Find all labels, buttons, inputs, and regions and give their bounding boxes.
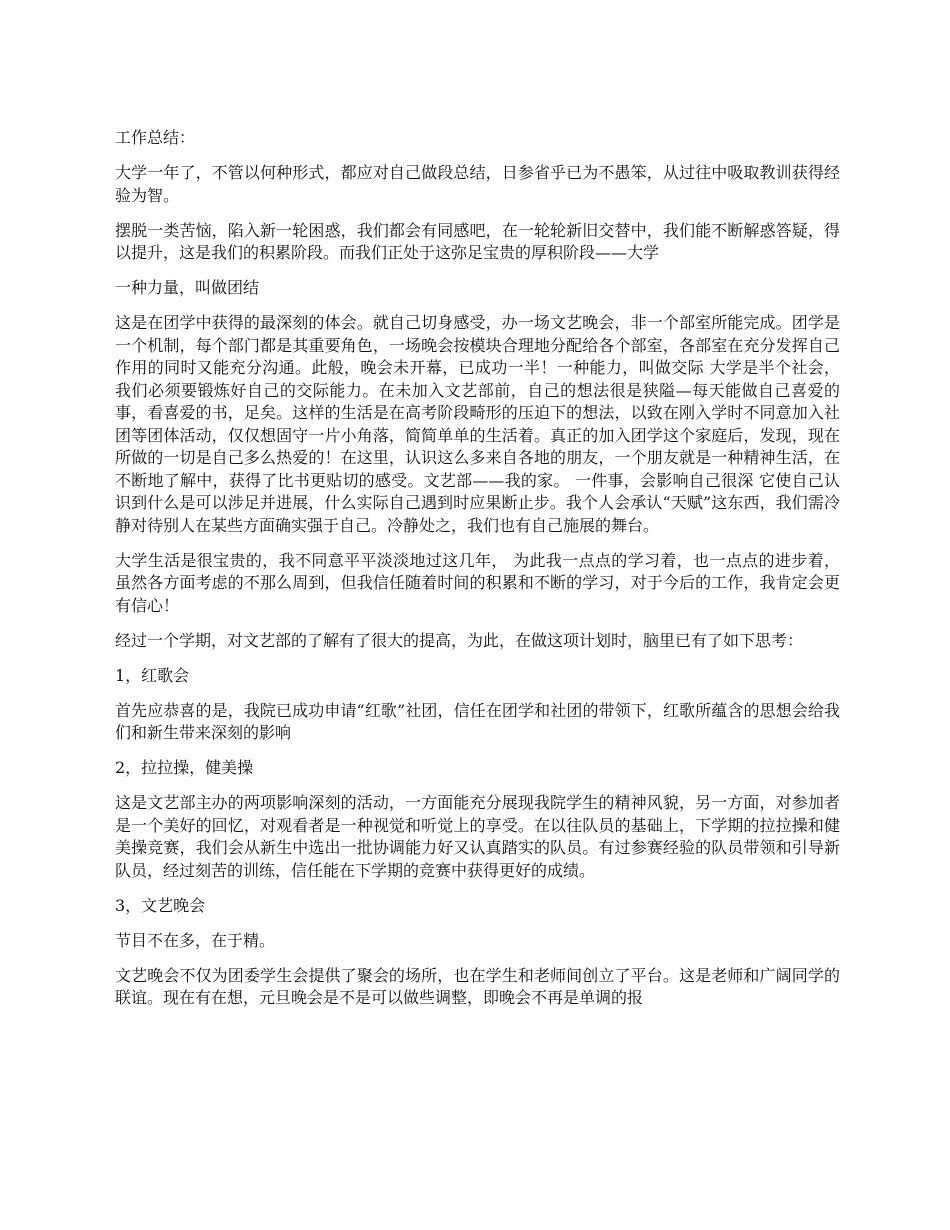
paragraph: 文艺晚会不仅为团委学生会提供了聚会的场所，也在学生和老师间创立了平台。这是老师和广阔同学的联谊。现在有在想，元旦晚会是不是可以做些调整，即晚会不再是单调的报 — [115, 965, 840, 1007]
list-heading: 3，文艺晚会 — [115, 895, 206, 915]
paragraph: 经过一个学期，对文艺部的了解有了很大的提高，为此，在做这项计划时，脑里已有了如下思考： — [115, 630, 804, 650]
subheading: 一种力量，叫做团结 — [115, 278, 260, 297]
paragraph: 首先应恭喜的是，我院已成功申请“红歌”社团，信任在团学和社团的带领下，红歌所蕴含的思想会给我们和新生带来深刻的影响 — [115, 700, 840, 742]
paragraph: 大学一年了，不管以何种形式，都应对自己做段总结，日参省乎已为不愚笨，从过往中吸取教训获得经验为智。 — [115, 163, 840, 205]
paragraph: 这是文艺部主办的两项影响深刻的活动，一方面能充分展现我院学生的精神风貌，另一方面，对参加者是一个美好的回忆，对观看者是一种视觉和听觉上的享受。在以往队员的基础上，下学期的拉拉操和健美操竞赛，我们会从新生中选出一批协调能力好又认真踏实的队员。有过参赛经验的队员带领和引导新队员，经过刻苦的训练，信任能在下学期的竞赛中获得更好的成绩。 — [115, 793, 840, 880]
paragraph: 摆脱一类苦恼，陷入新一轮困惑，我们都会有同感吧，在一轮轮新旧交替中，我们能不断解惑答疑，得以提升，这是我们的积累阶段。而我们正处于这弥足宝贵的厚积阶段——大学 — [115, 220, 840, 262]
paragraph: 节目不在多，在于精。 — [115, 930, 276, 950]
paragraph: 大学生活是很宝贵的，我不同意平平淡淡地过这几年， 为此我一点点的学习着，也一点点的进步着，虽然各方面考虑的不那么周到，但我信任随着时间的积累和不断的学习，对于今后的工作，我肯定会更有信心！ — [115, 550, 840, 615]
section-title: 工作总结： — [115, 128, 196, 147]
document-body — [115, 127, 840, 1022]
list-heading: 2，拉拉操，健美操 — [115, 758, 254, 777]
paragraph: 这是在团学中获得的最深刻的体会。就自己切身感受，办一场文艺晚会，非一个部室所能完成。团学是一个机制，每个部门都是其重要角色，一场晚会按模块合理地分配给各个部室，各部室在充分发挥自己作用的同时又能充分沟通。此般，晚会未开幕，已成功一半！一种能力，叫做交际 大学是半个社会，我们必须要锻炼好自己的交际能力。在未加入文艺部前，自己的想法很是狭隘—每天能做自己喜爱的事，看喜爱的书，足矣。这样的生活是在高考阶段畸形的压迫下的想法，以致在刚入学时不同意加入社团等团体活动，仅仅想固守一片小角落，简简单单的生活着。真正的加入团学这个家庭后，发现，现在所做的一切是自己多么热爱的！在这里，认识这么多来自各地的朋友，一个朋友就是一种精神生活，在不断地了解中，获得了比书更贴切的感受。文艺部——我的家。 一件事，会影响自己很深 它使自己认识到什么是可以涉足并进展，什么实际自己遇到时应果断止步。我个人会承认“天赋”这东西，我们需冷静对待别人在某些方面确实强于自己。冷静处之，我们也有自己施展的舞台。 — [115, 313, 840, 535]
list-heading: 1，红歌会 — [115, 665, 190, 685]
